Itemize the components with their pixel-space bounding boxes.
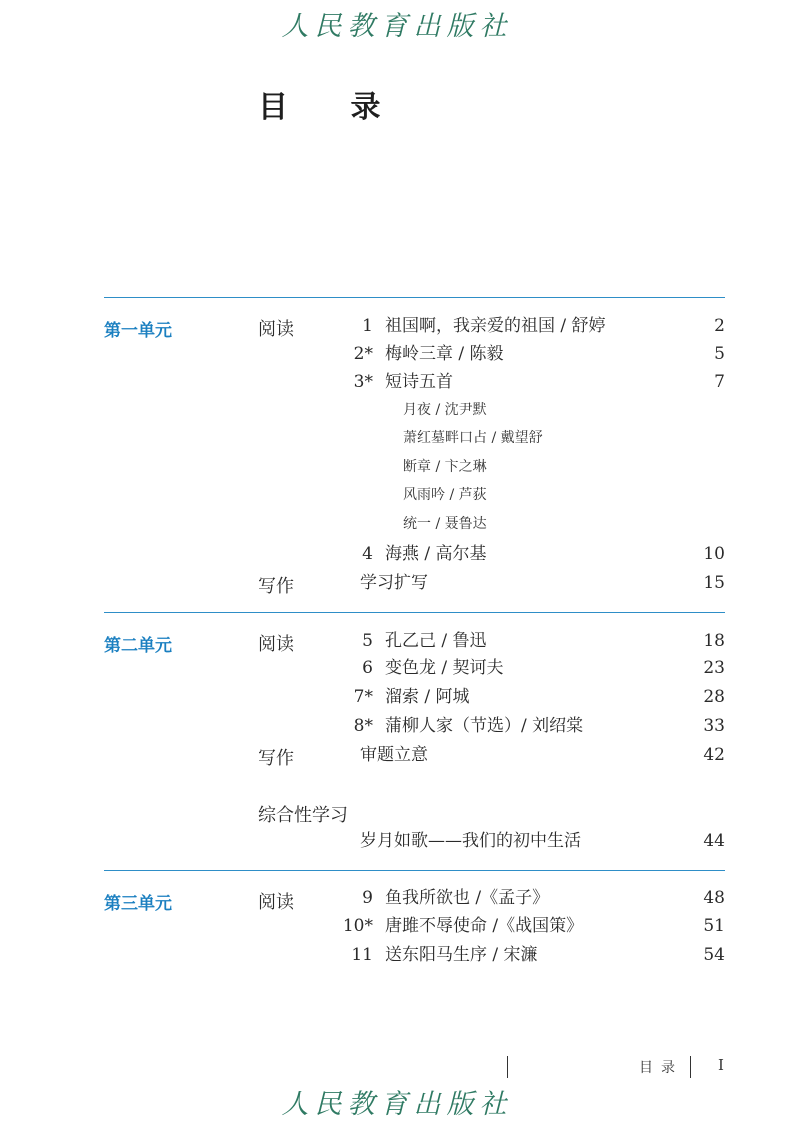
toc-entry[interactable] (340, 629, 725, 653)
comprehensive-study-label: 综合性学习 (258, 805, 348, 826)
entry-page: 15 (703, 573, 725, 593)
toc-entry[interactable] (340, 685, 725, 709)
entry-page: 54 (703, 945, 725, 965)
entry-title: 溜索 / 阿城 (385, 687, 470, 707)
entry-page: 2 (714, 316, 725, 336)
unit-1-label: 第一单元 (104, 321, 172, 341)
footer-divider (507, 1056, 508, 1078)
poem-subentry[interactable]: 风雨吟 / 芦荻 (403, 487, 487, 503)
toc-entry[interactable] (340, 342, 725, 366)
toc-entry[interactable] (340, 370, 725, 394)
entry-title: 岁月如歌——我们的初中生活 (360, 831, 581, 851)
entry-page: 10 (703, 544, 725, 564)
toc-entry[interactable] (340, 656, 725, 680)
entry-number: 9 (362, 888, 373, 908)
poem-subentry[interactable]: 萧红墓畔口占 / 戴望舒 (403, 430, 543, 446)
writing-label: 写作 (258, 576, 294, 597)
unit-3-label: 第三单元 (104, 894, 172, 914)
reading-label: 阅读 (258, 892, 294, 913)
entry-page: 18 (703, 631, 725, 651)
entry-page: 23 (703, 658, 725, 678)
entry-title: 学习扩写 (360, 573, 428, 593)
entry-page: 51 (703, 916, 725, 936)
unit-2-label: 第二单元 (104, 636, 172, 656)
entry-number: 11 (351, 945, 373, 965)
entry-title: 审题立意 (360, 745, 428, 765)
entry-page: 7 (714, 372, 725, 392)
entry-number: 7* (353, 687, 373, 707)
entry-title: 孔乙己 / 鲁迅 (385, 631, 487, 651)
writing-label: 写作 (258, 748, 294, 769)
footer-page-number: I (718, 1056, 724, 1074)
entry-page: 28 (703, 687, 725, 707)
entry-title: 梅岭三章 / 陈毅 (385, 344, 504, 364)
entry-page: 44 (703, 831, 725, 851)
reading-label: 阅读 (258, 634, 294, 655)
entry-page: 48 (703, 888, 725, 908)
toc-entry[interactable] (340, 542, 725, 566)
poem-subentry[interactable]: 统一 / 聂鲁达 (403, 516, 487, 532)
unit-divider (104, 297, 725, 298)
entry-title: 鱼我所欲也 /《孟子》 (385, 888, 550, 908)
publisher-brand-bottom: 人民教育出版社 (281, 1089, 513, 1120)
toc-entry[interactable] (340, 914, 725, 938)
footer-divider (690, 1056, 691, 1078)
poem-subentry[interactable]: 断章 / 卞之琳 (403, 459, 487, 475)
entry-title: 送东阳马生序 / 宋濂 (385, 945, 538, 965)
entry-number: 4 (362, 544, 373, 564)
publisher-brand-top: 人民教育出版社 (281, 11, 513, 42)
toc-entry[interactable] (340, 943, 725, 967)
entry-title: 海燕 / 高尔基 (385, 544, 487, 564)
entry-page: 42 (703, 745, 725, 765)
entry-title: 蒲柳人家（节选）/ 刘绍棠 (385, 716, 584, 736)
footer-section-title: 目录 (639, 1060, 683, 1076)
entry-page: 33 (703, 716, 725, 736)
poem-subentry[interactable]: 月夜 / 沈尹默 (403, 402, 487, 418)
toc-entry-writing[interactable] (340, 743, 725, 767)
entry-title: 短诗五首 (385, 372, 453, 392)
entry-number: 3* (353, 372, 373, 392)
reading-label: 阅读 (258, 319, 294, 340)
toc-entry[interactable] (340, 714, 725, 738)
entry-number: 2* (353, 344, 373, 364)
toc-entry-comprehensive[interactable] (340, 829, 725, 853)
toc-entry[interactable] (340, 314, 725, 338)
unit-divider (104, 612, 725, 613)
entry-page: 5 (714, 344, 725, 364)
unit-divider (104, 870, 725, 871)
page-title: 目 录 (258, 90, 407, 125)
entry-number: 10* (342, 916, 373, 936)
entry-title: 唐雎不辱使命 /《战国策》 (385, 916, 584, 936)
entry-number: 6 (362, 658, 373, 678)
entry-title: 变色龙 / 契诃夫 (385, 658, 504, 678)
entry-number: 8* (353, 716, 373, 736)
toc-entry-writing[interactable] (340, 571, 725, 595)
entry-number: 1 (362, 316, 373, 336)
entry-number: 5 (362, 631, 373, 651)
entry-title: 祖国啊，我亲爱的祖国 / 舒婷 (385, 316, 606, 336)
toc-entry[interactable] (340, 886, 725, 910)
